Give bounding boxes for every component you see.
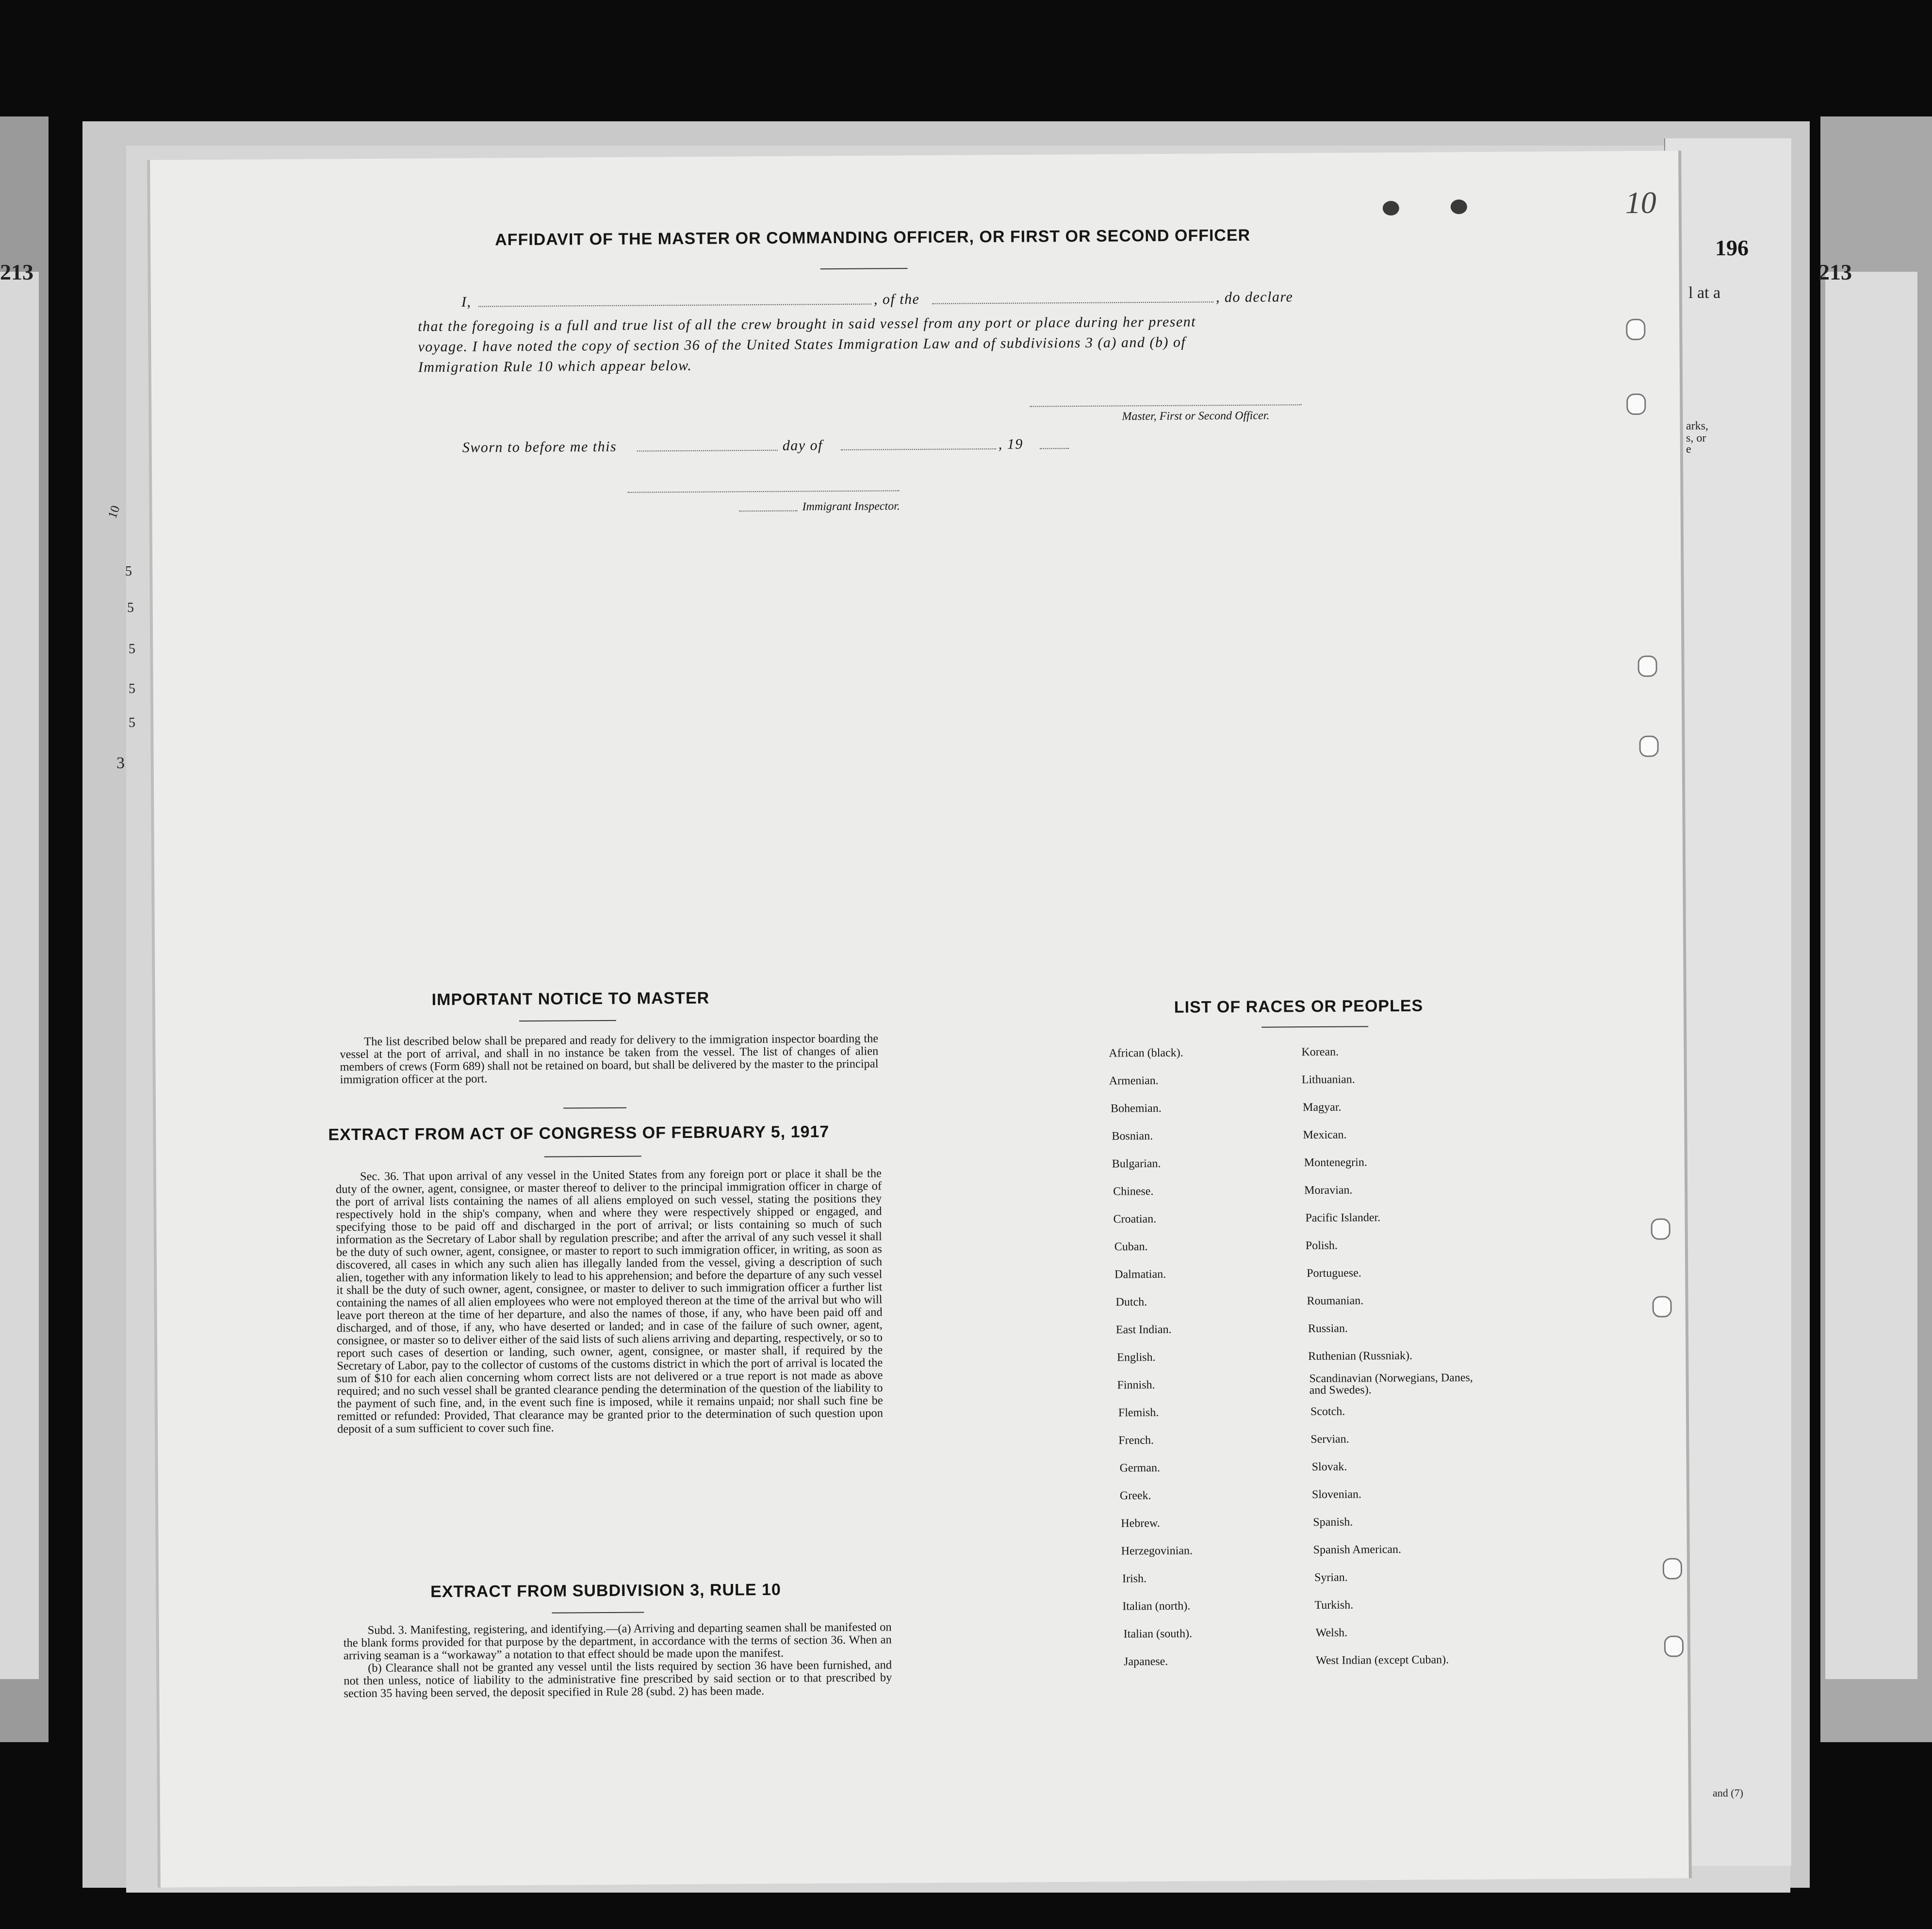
year-text: , 19 — [998, 436, 1023, 452]
affidavit-line-4: Immigration Rule 10 which appear below. — [418, 357, 692, 376]
right-fragment: arks, — [1686, 420, 1708, 432]
left-page-number: 213 — [0, 260, 33, 284]
extract-act-text — [336, 1167, 883, 1435]
left-fragment: 5 — [127, 600, 134, 615]
binder-hole — [1653, 1296, 1672, 1318]
race-item: Greek. — [1119, 1489, 1151, 1502]
race-item: Scandinavian (Norwegians, Danes, and Swedes). — [1309, 1371, 1473, 1397]
extract-rule-title: EXTRACT FROM SUBDIVISION 3, RULE 10 — [430, 1580, 781, 1601]
day-of-text: day of — [782, 437, 823, 454]
affidavit-declare: , do declare — [1215, 289, 1293, 306]
extract-act-title: EXTRACT FROM ACT OF CONGRESS OF FEBRUARY 5, 1917 — [328, 1122, 830, 1144]
affidavit-title: AFFIDAVIT OF THE MASTER OR COMMANDING OFFICER, OR FIRST OR SECOND OFFICER — [495, 226, 1251, 249]
race-item: Bulgarian. — [1112, 1157, 1161, 1171]
race-item: Chinese. — [1113, 1185, 1154, 1198]
notice-paragraph: The list described below shall be prepared and ready for delivery to the immigration inspector boarding the vessel at the port of arrival, and shall in no instance be taken from the vessel. The list of changes of alien members of crews (Form 689) shall not be retained on board, but shall be delivered by the master to the principal immigration officer at the port. — [340, 1032, 879, 1087]
race-item: Hebrew. — [1121, 1517, 1160, 1530]
affidavit-line-3: voyage. I have noted the copy of section 36 of the United States Immigration Law and of subdivisions 3 (a) and (b) of — [418, 334, 1186, 355]
binder-hole — [1626, 394, 1646, 415]
affidavit-of-the: , of the — [873, 291, 920, 308]
notice-title: IMPORTANT NOTICE TO MASTER — [431, 989, 710, 1009]
race-item: French. — [1118, 1434, 1154, 1447]
race-item: Scotch. — [1310, 1405, 1345, 1418]
page-number: 196 — [1715, 235, 1749, 260]
races-title: LIST OF RACES OR PEOPLES — [1174, 996, 1424, 1017]
sworn-text: Sworn to before me this — [462, 438, 617, 456]
race-item: East Indian. — [1115, 1323, 1172, 1336]
race-item: Polish. — [1305, 1239, 1338, 1253]
subdivision-b-paragraph: (b) Clearance shall not be granted any vessel until the lists required by section 36 have been furnished, and not then unless, notice of liability to the administrative fine prescribed by said section or to that prescribed by section 35 having been served, the deposit specified in Rule 28 (subd. 2) has been made. — [344, 1658, 892, 1700]
inspector-label: Immigrant Inspector. — [802, 500, 900, 513]
right-fragment: s, or — [1686, 432, 1706, 445]
race-item: Moravian. — [1304, 1184, 1353, 1197]
race-item: Japanese. — [1124, 1655, 1168, 1668]
left-fragment: 5 — [129, 642, 135, 657]
right-fragment: e — [1686, 443, 1691, 456]
inspector-signature-blank[interactable] — [627, 490, 899, 493]
race-item: Herzegovinian. — [1121, 1544, 1193, 1558]
race-item: Turkish. — [1314, 1599, 1354, 1612]
affidavit-i: I, — [461, 294, 472, 310]
race-item: Lithuanian. — [1301, 1073, 1355, 1087]
race-item: Bohemian. — [1111, 1102, 1162, 1115]
race-item: Finnish. — [1117, 1379, 1155, 1392]
vessel-blank[interactable] — [932, 301, 1213, 304]
race-item: Russian. — [1308, 1322, 1348, 1335]
section-36-paragraph: Sec. 36. That upon arrival of any vessel in the United States from any foreign port or place it shall be the duty of the owner, agent, consignee, or master thereof to deliver to the principal immigration officer in charge of the port of arrival lists containing the names of all aliens employed on such vessel, stating the positions they respectively hold in the ship's company, when and where they were respectively shipped or engaged, and specifying those to be paid off and discharged in the port of arrival; or lists containing so much of such information as the Secretary of Labor shall by regulation prescribe; and after the arrival of any such vessel it shall be the duty of such owner, agent, consignee, or master to report to such immigration officer, in writing, as soon as discovered, all cases in which any such alien has illegally landed from the vessel, giving a description of such alien, together with any information likely to lead to his apprehension; and before the departure of any such vessel it shall be the duty of such owner, agent, consignee, or master to deliver to such immigration officer a further list containing the names of all alien employees who were not employed thereon at the time of the arrival but who will leave port thereon at the time of her departure, and also the names of those, if any, who have been paid off and discharged, and of those, if any, who have deserted or landed; and in case of the failure of such owner, agent, consignee, or master so to deliver either of the said lists of such aliens arriving and departing, respectively, or so to report such cases of desertion or landing, such owner, agent, consignee, or master shall, if required by the Secretary of Labor, pay to the collector of customs of the customs district in which the port of arrival is located the sum of $10 for each alien concerning whom correct lists are not delivered or a true report is not made as above required; and no such vessel shall be granted clearance pending the determination of the question of the liability to the payment of such fine, and, in the event such fine is imposed, while it remains unpaid; nor shall such fine be remitted or refunded: Provided, That clearance may be granted prior to the determination of such question upon deposit of a sum sufficient to cover such fine. — [336, 1167, 884, 1436]
punch-mark — [1383, 201, 1399, 215]
year-blank[interactable] — [1040, 448, 1069, 449]
race-item: Magyar. — [1303, 1101, 1342, 1114]
race-item: Spanish. — [1313, 1516, 1353, 1529]
race-item: West Indian (except Cuban). — [1316, 1653, 1449, 1667]
race-item: Bosnian. — [1112, 1130, 1153, 1143]
race-item: Italian (north). — [1122, 1599, 1191, 1613]
inspector-dots — [739, 511, 798, 512]
divider — [820, 268, 908, 269]
divider — [1261, 1026, 1368, 1027]
adjacent-frame-right — [1820, 116, 1932, 1742]
master-label: Master, First or Second Officer. — [1122, 409, 1270, 423]
race-item: Cuban. — [1114, 1240, 1148, 1253]
race-item: Korean. — [1301, 1045, 1339, 1059]
race-item: Dutch. — [1115, 1296, 1147, 1309]
left-fragment: 5 — [129, 715, 135, 730]
right-fragment: and (7) — [1713, 1787, 1743, 1799]
binder-hole — [1651, 1219, 1670, 1240]
notice-text — [340, 1033, 879, 1087]
race-item: Croatian. — [1113, 1213, 1157, 1226]
race-item: Flemish. — [1118, 1406, 1159, 1419]
name-blank[interactable] — [478, 304, 871, 307]
right-page-number: 213 — [1818, 260, 1852, 284]
race-item: Italian (south). — [1123, 1627, 1193, 1641]
race-item: Syrian. — [1314, 1571, 1348, 1584]
month-blank[interactable] — [841, 448, 996, 450]
race-item: Mexican. — [1303, 1128, 1347, 1142]
document-page — [150, 150, 1689, 1887]
binder-hole — [1637, 656, 1657, 677]
race-item: Slovak. — [1311, 1460, 1347, 1474]
left-fragment: 5 — [125, 564, 132, 579]
divider — [552, 1612, 644, 1613]
race-item: Servian. — [1310, 1433, 1349, 1446]
race-item: African (black). — [1109, 1046, 1183, 1060]
race-item: Ruthenian (Russniak). — [1308, 1349, 1412, 1363]
extract-rule-text — [344, 1621, 892, 1700]
race-item: Welsh. — [1315, 1626, 1348, 1640]
affidavit-line-2: that the foregoing is a full and true list of all the crew brought in said vessel from any port or place during her present — [418, 313, 1196, 335]
left-fragment: 3 — [116, 754, 125, 772]
day-blank[interactable] — [637, 450, 778, 452]
race-item: Pacific Islander. — [1305, 1211, 1381, 1225]
race-item: Roumanian. — [1307, 1294, 1364, 1308]
punch-mark — [1451, 199, 1467, 214]
race-item: Spanish American. — [1313, 1543, 1402, 1557]
race-item: Slovenian. — [1311, 1488, 1362, 1501]
master-signature-blank[interactable] — [1030, 404, 1301, 407]
binder-hole — [1663, 1558, 1682, 1579]
binder-hole — [1626, 319, 1645, 340]
race-item: Portuguese. — [1307, 1267, 1361, 1280]
handwritten-mark: 10 — [1625, 185, 1656, 220]
divider — [544, 1156, 641, 1157]
race-item: Dalmatian. — [1114, 1268, 1166, 1281]
race-item: Armenian. — [1109, 1074, 1159, 1088]
right-fragment: l at a — [1688, 284, 1721, 302]
race-item: Irish. — [1122, 1572, 1147, 1585]
adjacent-frame-left — [0, 116, 49, 1742]
divider — [519, 1020, 616, 1022]
left-fragment: 5 — [129, 681, 135, 696]
race-item: Montenegrin. — [1304, 1156, 1367, 1170]
subdivision-a-paragraph: Subd. 3. Manifesting, registering, and identifying.—(a) Arriving and departing seamen shall be manifested on the blank forms provided for that purpose by the department, in accordance with the terms of section 36. When an arriving seaman is a “workaway” a notation to that effect should be made upon the manifest. — [343, 1620, 892, 1663]
race-item: German. — [1119, 1461, 1161, 1475]
divider — [563, 1107, 626, 1109]
binder-hole — [1639, 736, 1658, 757]
race-item: English. — [1117, 1351, 1156, 1364]
left-fragment: 10 — [105, 503, 123, 521]
binder-hole — [1664, 1635, 1684, 1657]
